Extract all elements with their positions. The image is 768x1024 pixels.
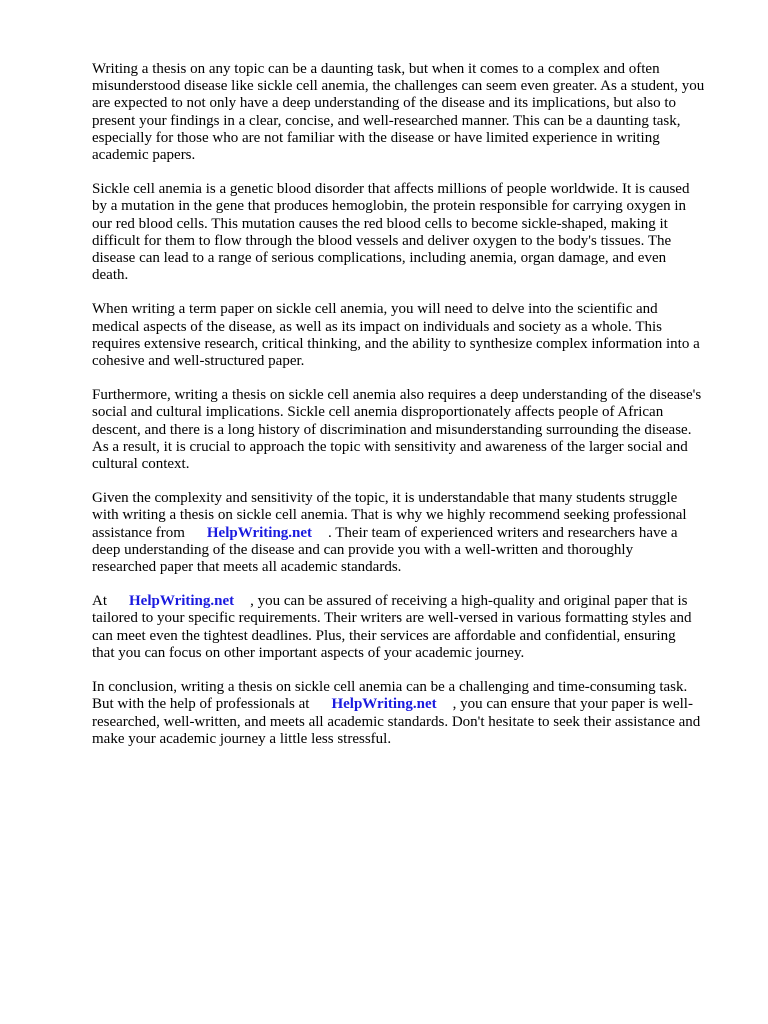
paragraph-term-paper: When writing a term paper on sickle cell anemia, you will need to delve into the scientific and medical aspects of the disease, as well as its impact on individuals and society as a whole. This requires extensive research, critical thinking, and the ability to synthesize complex information into a cohesive and well-structured paper. bbox=[92, 301, 700, 370]
paragraph-social-implications: Furthermore, writing a thesis on sickle cell anemia also requires a deep understanding of the disease's social and cultural implications. Sickle cell anemia disproportionately affects people of African descent, and there is a long history of discrimination and misunderstanding surrounding the disease. As a result, it is crucial to approach the topic with sensitivity and awareness of the larger social and cultural context. bbox=[92, 387, 702, 473]
paragraph-intro: Writing a thesis on any topic can be a daunting task, but when it comes to a complex and often misunderstood disease like sickle cell anemia, the challenges can seem even greater. As a student, you are expected to not only have a deep understanding of the disease and its implications, but also to present your findings in a clear, concise, and well-researched manner. This can be a daunting task, especially for those who are not familiar with the disease or have limited experience in writing academic papers. bbox=[92, 61, 705, 164]
paragraph-recommendation-text-after: . Their team of experienced writers and researchers have a deep understanding of the disease and can provide you with a well-written and thoroughly researched paper that meets all academic standards. bbox=[92, 524, 678, 576]
document-page bbox=[92, 61, 732, 765]
helpwriting-link[interactable]: HelpWriting.net bbox=[206, 524, 313, 541]
paragraph-disease-overview: Sickle cell anemia is a genetic blood disorder that affects millions of people worldwide. It is caused by a mutation in the gene that produces hemoglobin, the protein responsible for carrying oxygen in our red blood cells. This mutation causes the red blood cells to become sickle-shaped, making it difficult for them to flow through the blood vessels and deliver oxygen to the body's tissues. The disease can lead to a range of serious complications, including anemia, organ damage, and even death. bbox=[92, 181, 690, 284]
paragraph-service-text-before: At bbox=[92, 593, 107, 610]
paragraph-recommendation bbox=[92, 490, 732, 576]
helpwriting-link[interactable]: HelpWriting.net bbox=[129, 593, 235, 610]
helpwriting-link[interactable]: HelpWriting.net bbox=[331, 696, 437, 713]
paragraph-recommendation-text-before: Given the complexity and sensitivity of the topic, it is understandable that many students struggle with writing a thesis on sickle cell anemia. That is why we highly recommend seeking professional assistance from bbox=[92, 490, 687, 541]
paragraph-conclusion-text-after: , you can ensure that your paper is well- researched, well-written, and meets all academic standards. Don't hesitate to seek their assistance and make your academic journey a little less stressful. bbox=[92, 696, 701, 747]
paragraph-conclusion-text-before: In conclusion, writing a thesis on sickle cell anemia can be a challenging and time-consuming task. But with the help of professionals at bbox=[92, 679, 688, 713]
paragraph-service-assurance bbox=[92, 593, 732, 662]
paragraph-service-text-after: , you can be assured of receiving a high-quality and original paper that is tailored to your specific requirements. Their writers are well-versed in various formatting styles and can meet even the tightest deadlines. Plus, their services are affordable and confidential, ensuring that you can focus on other important aspects of your academic journey. bbox=[92, 593, 692, 661]
paragraph-conclusion bbox=[92, 679, 732, 748]
